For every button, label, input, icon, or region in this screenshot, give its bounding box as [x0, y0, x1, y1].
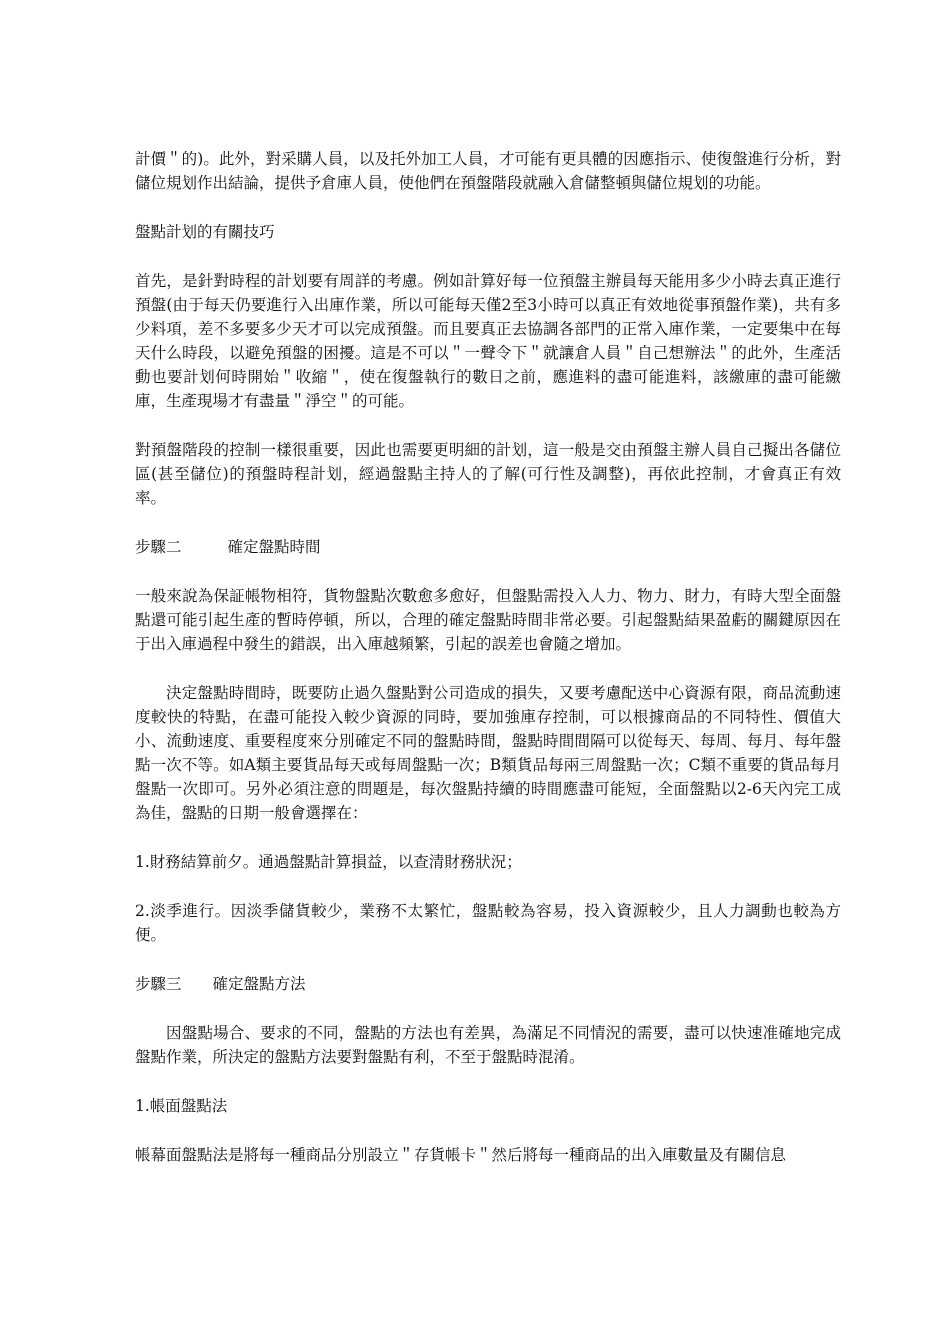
heading-step-two	[135, 535, 841, 559]
heading-step-three	[135, 972, 841, 996]
step-two-title: 確定盤點時間	[227, 538, 321, 556]
paragraph-schedule-planning: 首先，是針對時程的計划要有周詳的考慮。例如計算好每一位預盤主辦員每天能用多少小時去真正進行預盤(由于每天仍要進行入出庫作業，所以可能每天僅2至3小時可以真正有效地從事預盤作業)，共有多少料項，差不多要多少天才可以完成預盤。而且要真正去協調各部門的正常入庫作業，一定要集中在每天什么時段，以避免預盤的困擾。這是不可以＂一聲令下＂就讓倉人員＂自己想辦法＂的此外，生產活動也要計划何時開始＂收縮＂，使在復盤執行的數日之前，應進料的盡可能進料，該繳庫的盡可能繳庫，生產現場才有盡量＂淨空＂的可能。	[135, 272, 841, 410]
paragraph-pricing-conclusion: 計價＂的)。此外，對采購人員，以及托外加工人員，才可能有更具體的因應指示、使復盤進行分析，對儲位規划作出結論，提供予倉庫人員，使他們在預盤階段就融入倉儲整頓與儲位規划的功能。	[135, 150, 841, 192]
list-item-off-season: 2.淡季進行。因淡季儲貨較少，業務不太繁忙，盤點較為容易，投入資源較少，且人力調動也較為方便。	[135, 902, 841, 944]
paragraph-inventory-timing: 決定盤點時間時，既要防止過久盤點對公司造成的損失，又要考慮配送中心資源有限，商品流動速度較快的特點，在盡可能投入較少資源的同時，要加強庫存控制，可以根據商品的不同特性、價值大小、流動速度、重要程度來分別確定不同的盤點時間，盤點時間間隔可以從每天、每周、每月、每年盤點一次不等。如A類主要貨品每天或每周盤點一次；B類貨品每兩三周盤點一次；C類不重要的貨品每月盤點一次即可。另外必須注意的問題是，每次盤點持續的時間應盡可能短，全面盤點以2-6天內完工成為佳，盤點的日期一般會選擇在：	[135, 684, 841, 822]
paragraph-inventory-frequency: 一般來說為保証帳物相符，貨物盤點次數愈多愈好，但盤點需投入人力、物力、財力，有時大型全面盤點還可能引起生產的暫時停頓，所以，合理的確定盤點時間非常必要。引起盤點結果盈虧的關鍵原因在于出入庫過程中發生的錯誤，出入庫越頻繁，引起的誤差也會隨之增加。	[135, 587, 841, 653]
list-item-financial-settlement: 1.財務結算前夕。通過盤點計算損益，以查清財務狀況；	[135, 853, 522, 871]
document-page	[135, 147, 841, 1192]
heading-planning-skills: 盤點計划的有關技巧	[135, 223, 275, 241]
paragraph-book-inventory-method: 帳幕面盤點法是將每一種商品分別設立＂存貨帳卡＂然后將每一種商品的出入庫數量及有關信息	[135, 1146, 787, 1164]
list-item-book-inventory: 1.帳面盤點法	[135, 1097, 228, 1115]
paragraph-inventory-methods: 因盤點場合、要求的不同，盤點的方法也有差異，為滿足不同情況的需要，盡可以快速准確地完成盤點作業，所決定的盤點方法要對盤點有利，不至于盤點時混淆。	[135, 1024, 841, 1066]
step-two-label: 步驟二	[135, 538, 182, 556]
step-three-title: 確定盤點方法	[212, 975, 306, 993]
paragraph-preinventory-control: 對預盤階段的控制一樣很重要，因此也需要更明細的計划，這一般是交由預盤主辦人員自己擬出各儲位區(甚至儲位)的預盤時程計划，經過盤點主持人的了解(可行性及調整)，再依此控制，才會真正有效率。	[135, 441, 841, 507]
step-three-label: 步驟三	[135, 975, 182, 993]
